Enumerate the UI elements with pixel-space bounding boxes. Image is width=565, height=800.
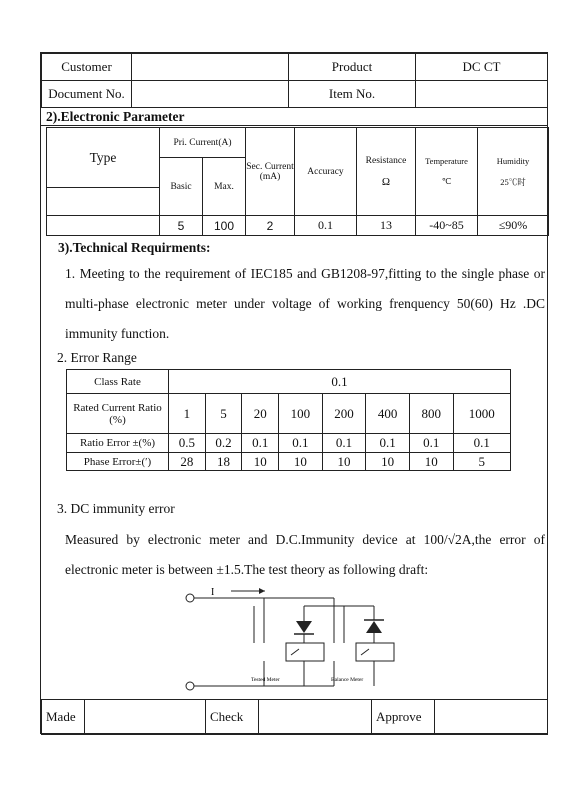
basic-value: 5 (160, 216, 203, 236)
sec-value: 2 (246, 216, 295, 236)
ratio-cell: 20 (242, 394, 279, 434)
made-label: Made (42, 700, 85, 735)
approve-label: Approve (372, 700, 435, 735)
basic-label: Basic (160, 158, 203, 216)
ratio-cell: 1000 (453, 394, 511, 434)
humidity-cond: 25℃时 (500, 176, 526, 187)
input-terminal (186, 594, 194, 602)
diode-up-icon (366, 621, 382, 633)
requirement-paragraph: 1. Meeting to the requirement of IEC185 and GB1208-97,fitting to the single phase or multi-phase electronic meter under voltage of working frenquency 50(60) Hz .DC immunity function. (65, 266, 545, 341)
phase-error-label: Phase Error±(′) (67, 453, 169, 471)
test-circuit-diagram (181, 581, 411, 696)
diode-down-icon (296, 621, 312, 633)
class-rate-label: Class Rate (67, 370, 169, 394)
temperature-value: -40~85 (416, 216, 478, 236)
current-label: I (211, 587, 215, 598)
footer-table (41, 699, 548, 735)
type-row-blank (47, 216, 160, 236)
ratio-error-cell: 0.1 (366, 434, 410, 453)
humidity-value: ≤90% (478, 216, 549, 236)
phase-error-cell: 10 (409, 453, 453, 471)
ratio-row (67, 394, 511, 434)
header-table (41, 53, 548, 108)
document-label: Document No. (42, 81, 132, 108)
accuracy-value: 0.1 (295, 216, 357, 236)
ratio-error-row (67, 434, 511, 453)
customer-value (132, 54, 289, 81)
check-label: Check (206, 700, 259, 735)
technical-title: 3).Technical Requirments: (58, 240, 211, 255)
max-label: Max. (203, 158, 246, 216)
made-value (85, 700, 206, 735)
ratio-cell: 5 (205, 394, 242, 434)
sec-current-label: Sec. Current (mA) (246, 128, 295, 216)
ratio-error-cell: 0.5 (169, 434, 206, 453)
humidity-label: Humidity (496, 155, 530, 166)
resistance-header (357, 128, 416, 216)
ratio-error-cell: 0.1 (409, 434, 453, 453)
ratio-error-cell: 0.1 (279, 434, 323, 453)
temperature-unit: ℃ (441, 176, 452, 186)
pri-current-label: Pri. Current(A) (160, 128, 246, 158)
product-label: Product (289, 54, 416, 81)
error-range-title: 2. Error Range (57, 350, 137, 365)
item-label: Item No. (289, 81, 416, 108)
document-value (132, 81, 289, 108)
ratio-error-cell: 0.1 (322, 434, 366, 453)
humidity-header (478, 128, 549, 216)
spec-sheet (40, 52, 548, 734)
phase-error-row (67, 453, 511, 471)
resistance-unit: Ω (381, 175, 391, 188)
phase-error-cell: 10 (366, 453, 410, 471)
resistance-value: 13 (357, 216, 416, 236)
ratio-cell: 400 (366, 394, 410, 434)
accuracy-label: Accuracy (295, 128, 357, 216)
phase-error-cell: 18 (205, 453, 242, 471)
ratio-cell: 1 (169, 394, 206, 434)
item-value (416, 81, 548, 108)
tested-meter-box (286, 643, 324, 661)
error-range-table (66, 369, 511, 471)
phase-error-cell: 28 (169, 453, 206, 471)
ratio-cell: 800 (409, 394, 453, 434)
tested-meter-label: Tested Meter (251, 677, 280, 683)
balance-meter-label: Balance Meter (331, 677, 364, 683)
balance-meter-box (356, 643, 394, 661)
temperature-label: Temperature (425, 156, 468, 166)
ratio-error-label: Ratio Error ±(%) (67, 434, 169, 453)
max-value: 100 (203, 216, 246, 236)
type-label: Type (47, 128, 160, 188)
section-electronic-title: 2).Electronic Parameter (41, 108, 548, 126)
ratio-error-cell: 0.1 (242, 434, 279, 453)
ratio-error-cell: 0.1 (453, 434, 511, 453)
dc-immunity-title: 3. DC immunity error (57, 501, 175, 516)
phase-error-cell: 10 (322, 453, 366, 471)
resistance-label: Resistance (365, 155, 407, 166)
type-value (47, 188, 160, 216)
phase-error-cell: 10 (242, 453, 279, 471)
product-value: DC CT (416, 54, 548, 81)
phase-error-cell: 10 (279, 453, 323, 471)
electronic-parameter-table (46, 127, 549, 236)
customer-label: Customer (42, 54, 132, 81)
dc-immunity-paragraph: Measured by electronic meter and D.C.Immunity device at 100/√2A,the error of electronic meter is between ±1.5.The test theory as following draft: (65, 532, 545, 577)
ratio-cell: 200 (322, 394, 366, 434)
approve-value (435, 700, 548, 735)
class-rate-value: 0.1 (169, 370, 511, 394)
ratio-error-cell: 0.2 (205, 434, 242, 453)
phase-error-cell: 5 (453, 453, 511, 471)
check-value (259, 700, 372, 735)
ratio-cell: 100 (279, 394, 323, 434)
output-terminal (186, 682, 194, 690)
arrow-head-icon (259, 588, 265, 594)
rated-ratio-label: Rated Current Ratio (%) (67, 394, 169, 434)
temperature-header (416, 128, 478, 216)
